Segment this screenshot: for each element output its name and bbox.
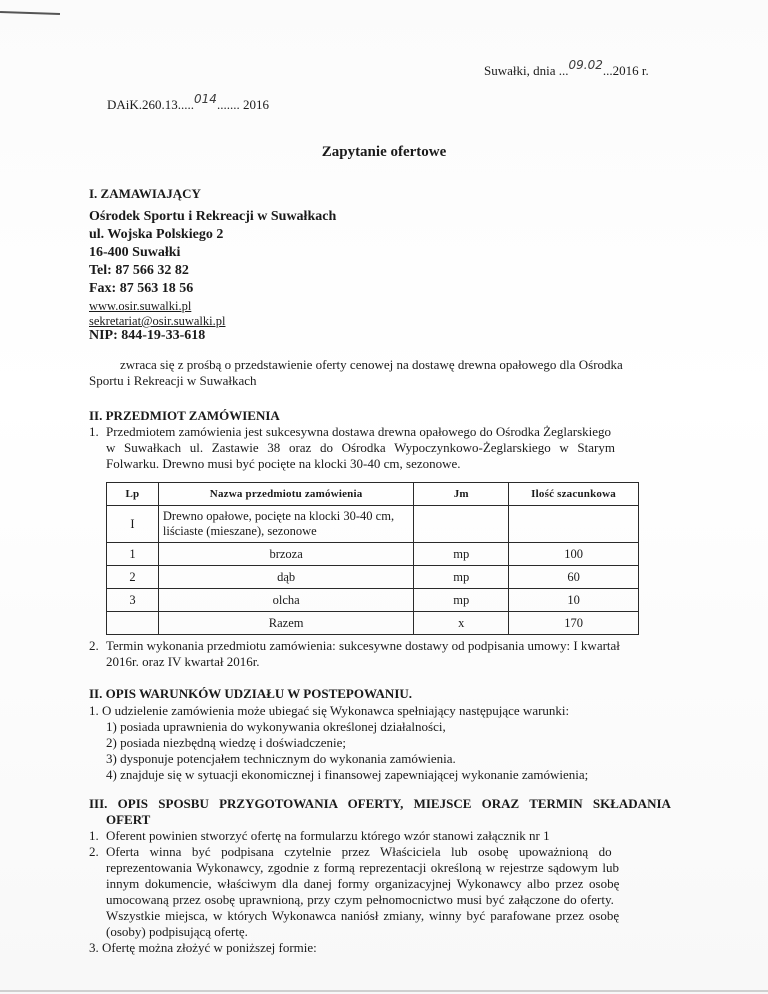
table-total-row: Razem x 170 <box>107 612 639 635</box>
offer-submission-text: 3. Ofertę można złożyć w poniższej formie: <box>89 940 317 955</box>
subject-line2: w Suwałkach ul. Zastawie 38 oraz do Ośrodka Wypoczynkowo-Żeglarskiego w Starym <box>106 440 615 455</box>
signature-line: Wszystkie miejsca, w których Wykonawca naniósł zmiany, winny być parafowane przez osobę <box>106 908 620 923</box>
handwritten-ref: 014 <box>194 92 217 106</box>
deadline-line1: Termin wykonania przedmiotu zamówienia: sukcesywne dostawy od podpisania umowy: I kwartał <box>106 638 620 653</box>
signature-line: (osoby) podpisującą ofertę. <box>106 924 248 939</box>
condition-item: 4) znajduje się w sytuacji ekonomicznej i finansowej zapewniającej wykonanie zamówienia; <box>106 767 589 782</box>
intro-text-line2: Sportu i Rekreacji w Suwałkach <box>89 373 257 388</box>
org-website-link[interactable]: www.osir.suwalki.pl <box>89 299 192 313</box>
offer-form-text: Oferent powinien stworzyć ofertę na formularzu którego wzór stanowi załącznik nr 1 <box>106 828 550 843</box>
org-street: ul. Wojska Polskiego 2 <box>89 227 224 242</box>
org-tel: Tel: 87 566 32 82 <box>89 263 189 278</box>
table-header-row <box>107 483 639 506</box>
header-lp: Lp <box>107 483 159 506</box>
org-name: Ośrodek Sportu i Rekreacji w Suwałkach <box>89 209 337 224</box>
org-city: 16-400 Suwałki <box>89 245 181 260</box>
org-nip: NIP: 844-19-33-618 <box>89 328 206 343</box>
section-1-heading: I. ZAMAWIAJĄCY <box>89 186 201 201</box>
reference-number: DAiK.260.13.....014....... 2016 <box>107 92 269 112</box>
place-date: Suwałki, dnia ...09.02...2016 r. <box>484 58 649 78</box>
subject-line3: Folwarku. Drewno musi być pocięte na klocki 30-40 cm, sezonowe. <box>106 456 461 471</box>
scan-edge <box>0 990 768 992</box>
table-row: 3 olcha mp 10 <box>107 589 639 612</box>
table-category-row <box>107 506 639 543</box>
item-number: 2. <box>89 844 99 859</box>
category-lp: I <box>107 506 159 543</box>
item-number: 1. <box>89 424 99 439</box>
condition-item: 3) dysponuje potencjałem technicznym do wykonania zamówienia. <box>106 751 456 766</box>
section-2-heading: II. PRZEDMIOT ZAMÓWIENIA <box>89 408 280 423</box>
signature-line: reprezentowania Wykonawcy, zgodnie z formą reprezentacji określoną w rejestrze sądowym lub <box>106 860 619 875</box>
item-number: 2. <box>89 638 99 653</box>
intro-text-line1: zwraca się z prośbą o przedstawienie oferty cenowej na dostawę drewna opałowego dla Ośrodka <box>120 357 623 372</box>
signature-line: innym dokumencie, właściwym dla danej formy organizacyjnej Wykonawcy albo przez osobę <box>106 876 620 891</box>
section-3-heading: II. OPIS WARUNKÓW UDZIAŁU W POSTEPOWANIU. <box>89 686 413 701</box>
table-row: 1 brzoza mp 100 <box>107 543 639 566</box>
signature-line: umocowaną przez osobę uprawnioną, przy czym pełnomocnictwo musi być załączone do oferty. <box>106 892 614 907</box>
section-4-heading-cont: OFERT <box>106 812 151 827</box>
header-name: Nazwa przedmiotu zamówienia <box>158 483 413 506</box>
item-number: 1. <box>89 828 99 843</box>
subject-line1: Przedmiotem zamówienia jest sukcesywna dostawa drewna opałowego do Ośrodka Żeglarskiego <box>106 424 612 439</box>
header-unit: Jm <box>414 483 509 506</box>
table-row: 2 dąb mp 60 <box>107 566 639 589</box>
handwritten-date: 09.02 <box>568 58 603 72</box>
org-email-link[interactable]: sekretariat@osir.suwalki.pl <box>89 314 226 328</box>
category-name: Drewno opałowe, pocięte na klocki 30-40 cm, liściaste (mieszane), sezonowe <box>158 506 413 543</box>
signature-line: Oferta winna być podpisana czytelnie przez Właściciela lub osobę upoważnioną do <box>106 844 612 859</box>
deadline-line2: 2016r. oraz IV kwartał 2016r. <box>106 654 260 669</box>
org-fax: Fax: 87 563 18 56 <box>89 281 194 296</box>
category-unit <box>414 506 509 543</box>
condition-item: 1) posiada uprawnienia do wykonywania określonej działalności, <box>106 719 446 734</box>
items-table <box>106 482 639 635</box>
page-title: Zapytanie ofertowe <box>321 144 447 160</box>
header-quantity: Ilość szacunkowa <box>509 483 639 506</box>
category-quantity <box>509 506 639 543</box>
conditions-lead: 1. O udzielenie zamówienia może ubiegać się Wykonawca spełniający następujące warunki: <box>89 703 570 718</box>
section-4-heading: III. OPIS SPOSBU PRZYGOTOWANIA OFERTY, MIEJSCE ORAZ TERMIN SKŁADANIA <box>89 796 671 811</box>
condition-item: 2) posiada niezbędną wiedzę i doświadczenie; <box>106 735 347 750</box>
